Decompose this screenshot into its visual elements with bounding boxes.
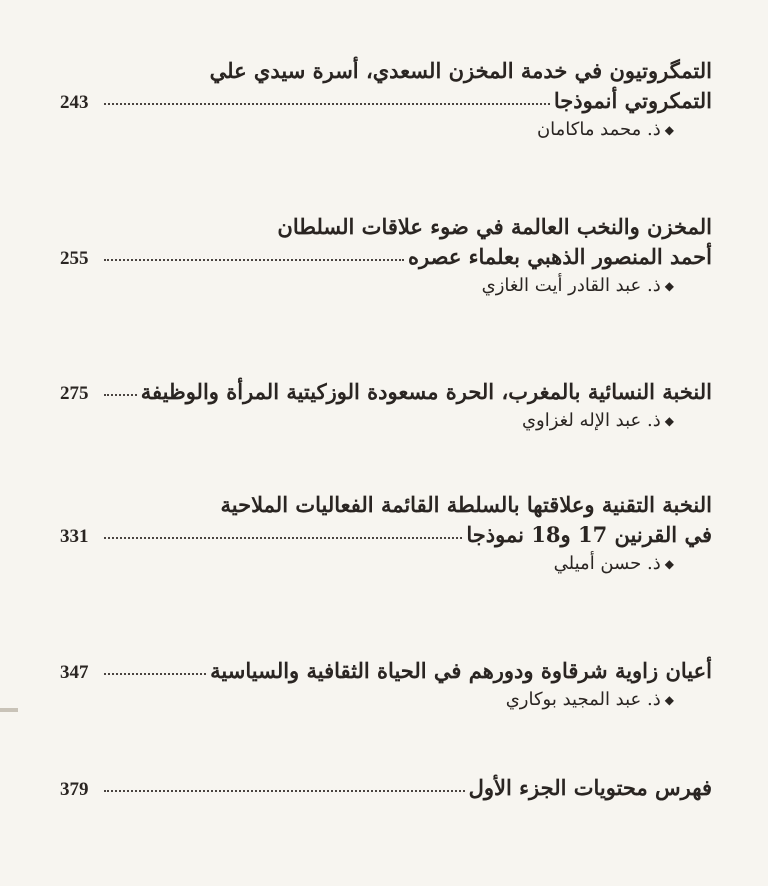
toc-line[interactable] (60, 86, 712, 116)
entry-title-last-line: في القرنين 17 و18 نموذجا (466, 522, 712, 547)
author-name: ذ. عبد القادر أيت الغازي (481, 275, 661, 296)
toc-entry (60, 212, 712, 300)
entry-title-last-line: فهرس محتويات الجزء الأول (468, 775, 712, 800)
author-name: ذ. عبد المجيد بوكاري (505, 689, 661, 710)
toc-entry (60, 377, 712, 435)
toc-line[interactable] (60, 377, 712, 407)
entry-title-last-line: النخبة النسائية بالمغرب، الحرة مسعودة الوزكيتية المرأة والوظيفة (140, 379, 712, 404)
toc-line[interactable] (60, 520, 712, 550)
bullet-icon: ◆ (664, 557, 674, 571)
toc-entry (60, 56, 712, 144)
entry-title-line: النخبة التقنية وعلاقتها بالسلطة القائمة الفعاليات الملاحية (220, 492, 712, 517)
entry-author (60, 272, 674, 300)
entry-author (60, 550, 674, 578)
author-name: ذ. حسن أميلي (553, 553, 661, 574)
toc-line[interactable] (60, 656, 712, 686)
dot-leader (104, 537, 462, 539)
page-number: 275 (60, 383, 89, 404)
dot-leader (104, 103, 550, 105)
author-name: ذ. محمد ماكامان (536, 119, 661, 140)
bullet-icon: ◆ (664, 123, 674, 137)
entry-author (60, 116, 674, 144)
toc-line[interactable] (60, 773, 712, 803)
page-number: 331 (60, 526, 89, 547)
entry-author (60, 407, 674, 435)
page-number: 243 (60, 92, 89, 113)
entry-author (60, 686, 674, 714)
entry-title-last-line: أعيان زاوية شرقاوة ودورهم في الحياة الثقافية والسياسية (210, 658, 712, 683)
toc-entry (60, 656, 712, 714)
toc-entry (60, 490, 712, 578)
dot-leader (104, 790, 465, 792)
dot-leader (104, 673, 206, 675)
dot-leader (104, 394, 137, 396)
dot-leader (104, 259, 404, 261)
toc-line[interactable] (60, 242, 712, 272)
bullet-icon: ◆ (664, 414, 674, 428)
page-number: 379 (60, 779, 89, 800)
bullet-icon: ◆ (664, 279, 674, 293)
bullet-icon: ◆ (664, 693, 674, 707)
entry-title-last-line: التمكروتي أنموذجا (553, 88, 712, 113)
page-number: 347 (60, 662, 89, 683)
entry-title-last-line: أحمد المنصور الذهبي بعلماء عصره (408, 244, 712, 269)
page-number: 255 (60, 248, 89, 269)
page-edge-mark (0, 708, 18, 712)
entry-title-line: المخزن والنخب العالمة في ضوء علاقات السلطان (277, 214, 712, 239)
entry-title-line: التمگروتيون في خدمة المخزن السعدي، أسرة سيدي علي (209, 58, 712, 83)
author-name: ذ. عبد الإله لغزاوي (521, 410, 661, 431)
toc-entry (60, 773, 712, 803)
